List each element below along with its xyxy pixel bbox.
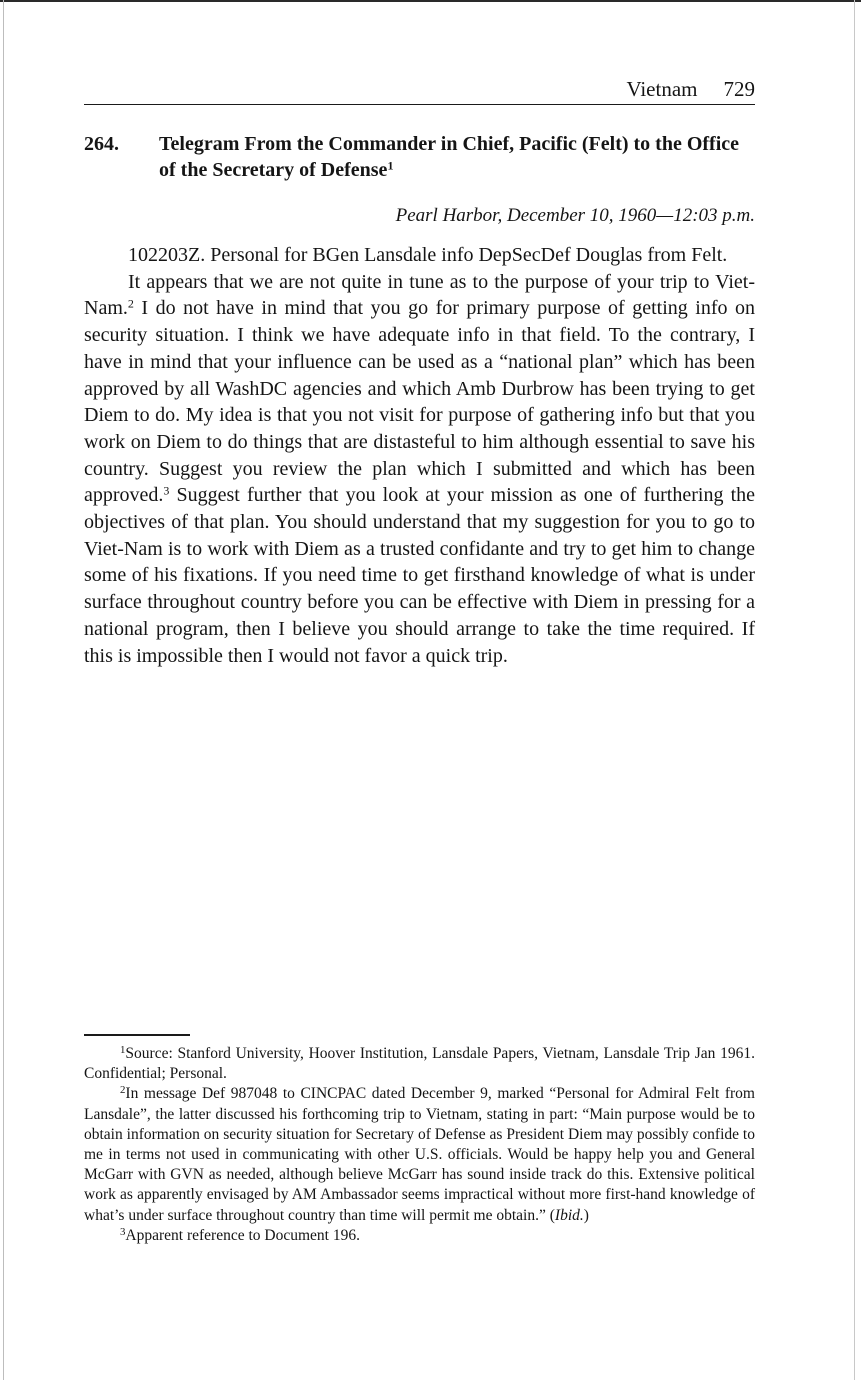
dateline: Pearl Harbor, December 10, 1960—12:03 p.m. (395, 205, 755, 226)
footnote-text: Source: Stanford University, Hoover Institution, Lansdale Papers, Vietnam, Lansdale Trip Jan 1961. Confidential; Personal. (84, 1045, 755, 1083)
footnote-number: 1 (120, 1044, 126, 1057)
footnote (84, 1084, 755, 1225)
footnote-number: 2 (120, 1084, 126, 1097)
page-top-edge (0, 0, 861, 2)
footnote-divider (84, 1034, 190, 1036)
footnote-tail: ) (583, 1206, 589, 1224)
body-paragraph (84, 269, 755, 670)
document-number: 264. (84, 133, 119, 155)
body-paragraph: 102203Z. Personal for BGen Lansdale info DepSecDef Douglas from Felt. (128, 244, 728, 266)
document-title (159, 131, 759, 183)
footnote (84, 1044, 755, 1084)
page-number: 729 (723, 77, 755, 101)
telegram-body (84, 242, 755, 669)
footnote-ref-3: 3 (163, 483, 170, 498)
footnotes (84, 1044, 755, 1246)
footnote-number: 3 (120, 1225, 126, 1238)
footnote-text: In message Def 987048 to CINCPAC dated December 9, marked “Personal for Admiral Felt from Lansdale”, the latter discussed his forthcoming trip to Vietnam, stating in part: “Main purpose would be to obtain information on security situation for Secretary of Defense as President Diem may possibly confide to me in terms not used in communicating with other U.S. officials. Would be happy help you and General McGarr with GVN as needed, although believe McGarr has sound inside track do this. Extensive political work as apparently envisaged by AM Ambassador seems impractical without more first-hand knowledge of what’s under surface throughout country than time will permit me obtain.” ( (84, 1085, 755, 1224)
document-title-text: Telegram From the Commander in Chief, Pacific (Felt) to the Office of the Secretary of Defense (159, 133, 740, 181)
footnote-citation: Ibid. (554, 1206, 584, 1224)
footnote-ref-1: 1 (387, 158, 394, 173)
footnote (84, 1226, 755, 1246)
running-head (84, 76, 755, 105)
running-head-section: Vietnam (626, 77, 698, 101)
body-text: I do not have in mind that you go for primary purpose of getting info on security situation. I think we have adequate info in that field. To the contrary, I have in mind that your influence can be used as a “national plan” which has been approved by all WashDC agencies and which Amb Durbrow has been trying to get Diem to do. My idea is that you not visit for purpose of gathering info but that you work on Diem to do things that are distasteful to him although essential to save his country. Suggest you review the plan which I submitted and which has been approved. (84, 297, 755, 507)
footnote-text: Apparent reference to Document 196. (125, 1226, 360, 1244)
page-right-edge (854, 0, 855, 1380)
body-text: Suggest further that you look at your mission as one of furthering the objectives of that plan. You should understand that my suggestion for you to go to Viet-Nam is to work with Diem as a trusted confidante and try to get him to change some of his fixations. If you need time to get firsthand knowledge of what is under surface throughout country before you can be effective with Diem in pressing for a national program, then I believe you should arrange to take the time required. If this is impossible then I would not favor a quick trip. (84, 484, 755, 667)
page-left-edge (3, 0, 4, 1380)
footnote-ref-2: 2 (127, 296, 134, 311)
body-text: It appears that we are not quite in tune as to the purpose of your trip to Viet-Nam. (84, 270, 755, 320)
